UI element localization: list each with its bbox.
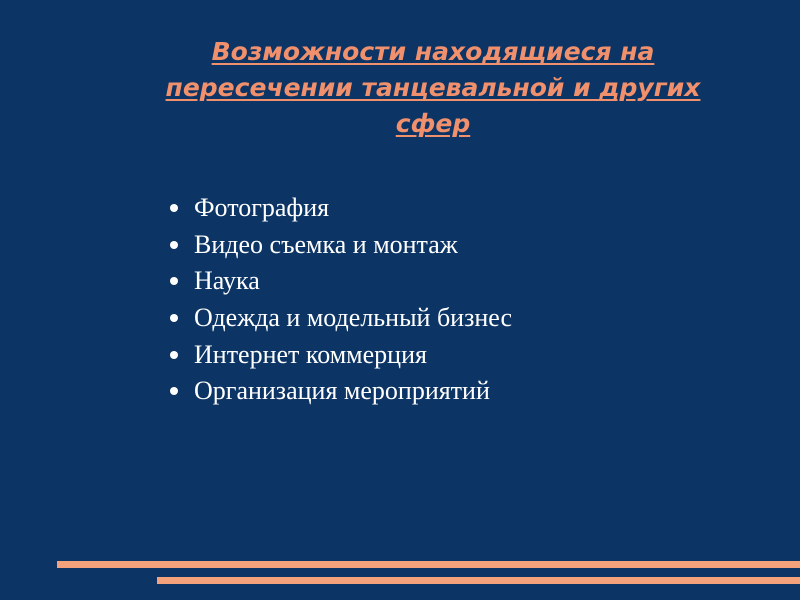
bullet-text: Наука [194, 266, 260, 296]
bullet-text: Видео съемка и монтаж [194, 229, 458, 259]
title-line-1: Возможности находящиеся на [211, 37, 655, 66]
title-line-2: пересечении танцевальной и других [165, 73, 701, 102]
bullet-dot-icon [170, 387, 178, 395]
bullet-text: Интернет коммерция [194, 339, 427, 369]
bullet-text: Организация мероприятий [194, 376, 490, 406]
bullet-dot-icon [170, 277, 178, 285]
list-item [170, 227, 512, 264]
bullet-text: Одежда и модельный бизнес [194, 303, 513, 333]
accent-bar-top [57, 561, 800, 568]
list-item [170, 336, 512, 373]
title-line-3: сфер [395, 109, 471, 138]
slide-title [118, 34, 748, 142]
list-item [170, 263, 512, 300]
bullet-dot-icon [170, 204, 178, 212]
bullet-text: Фотография [194, 193, 330, 223]
bullet-dot-icon [170, 241, 178, 249]
list-item [170, 300, 512, 337]
list-item [170, 373, 512, 410]
bullet-dot-icon [170, 351, 178, 359]
bullet-dot-icon [170, 314, 178, 322]
list-item [170, 190, 512, 227]
bullet-list [170, 190, 512, 410]
accent-bar-bottom [157, 577, 800, 584]
